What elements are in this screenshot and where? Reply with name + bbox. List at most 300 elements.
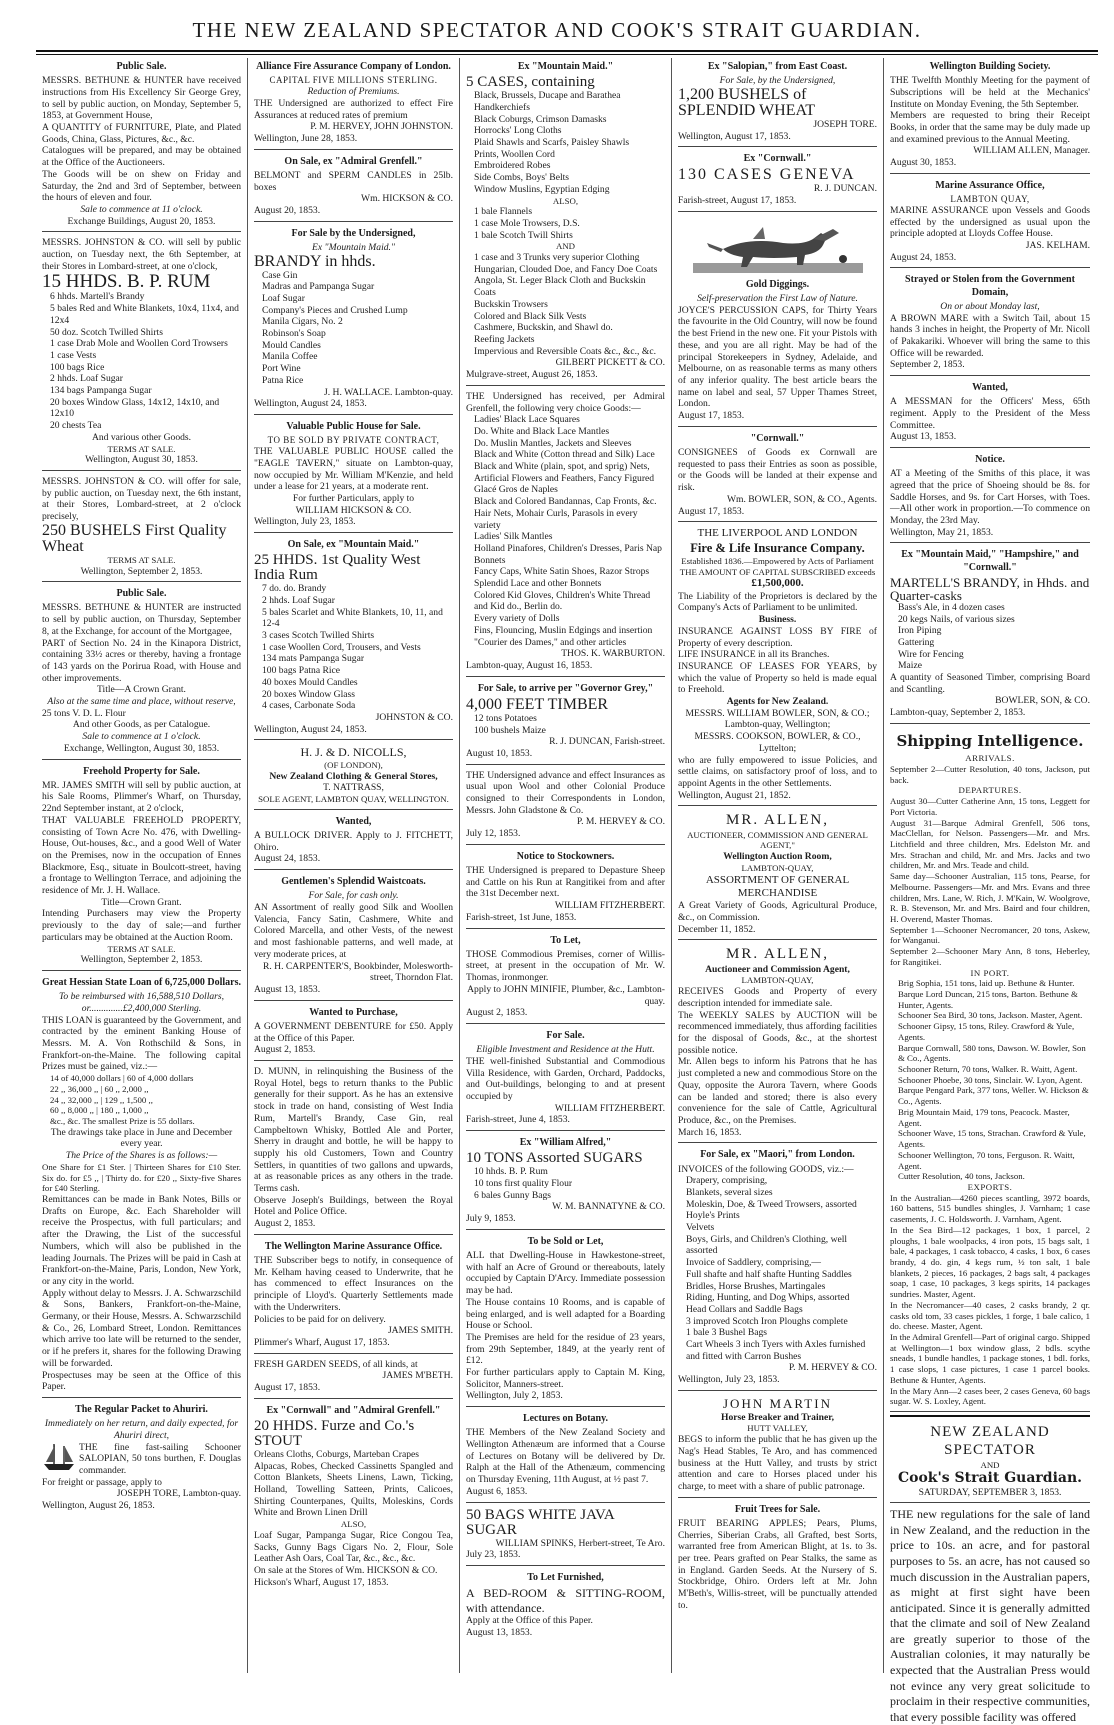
ad-text: THE well-finished Substantial and Commodious Villa Residence, with Garden, Orchard, Paddocks, and Out-buildings, belonging to and at present occupied by bbox=[466, 1055, 665, 1102]
ad-wanted-messman bbox=[890, 379, 1090, 448]
ad-headline: 15 HHDS. B. P. RUM bbox=[42, 271, 211, 293]
ad-text: SOLE AGENT, LAMBTON QUAY, WELLINGTON. bbox=[258, 794, 449, 805]
ad-dateline: Mulgrave-street, August 26, 1853. bbox=[466, 369, 598, 381]
ad-heading: THE LIVERPOOL AND LONDON bbox=[697, 527, 858, 540]
ad-heading: On Sale, ex "Mountain Maid." bbox=[287, 539, 420, 551]
list-item: Ladies' Silk Mantles bbox=[474, 531, 553, 543]
subsection-heading: IN PORT. bbox=[970, 967, 1010, 978]
ad-text: Mr. Allen begs to inform his Patrons that he has just completed a new and commodious Store on the Quay, opposite the Aurora Tavern, where Goods can be landed and stored; there is also every convenience for the sale of Cattle, Agricultural Produce, &c., on the Premises. bbox=[678, 1056, 877, 1126]
ad-text: ALSO, bbox=[340, 1519, 367, 1530]
list-item: 20 chests Tea bbox=[50, 420, 102, 432]
list-item: Full shafte and half shafte Hunting Saddles bbox=[686, 1268, 852, 1280]
ad-text: Title—A Crown Grant. bbox=[97, 684, 186, 696]
ad-text: INSURANCE AGAINST LOSS BY FIRE of Property of every description. bbox=[678, 625, 877, 649]
shipping-entry: Same day—Schooner Australian, 115 tons, Pearse, for Melbourne. Passengers—Mr. and Mrs. Evans and three children, Mrs. Lane, W. Rich, J. M'Kain, W. Woolgrove, R. B. Stevenson, Mr. and Mrs. Baird and four children, H. Overend, Master Thomas. bbox=[890, 871, 1090, 924]
subsection-heading: EXPORTS. bbox=[967, 1181, 1013, 1192]
ad-text: The Goods will be on shew on Friday and Saturday, the 2nd and 3rd of September, between the hours of eleven and four. bbox=[42, 168, 241, 204]
ad-text: BEGS to inform the public that he has given up the Nag's Head Stables, Te Aro, and has commenced business at the Hutt Valley, and trusts by strict attention and care to Horses placed under his charge, to meet with a share of public patronage. bbox=[678, 1434, 877, 1492]
ad-hickson-stout bbox=[254, 1402, 453, 1593]
ad-signature: R. J. DUNCAN, Farish-street. bbox=[549, 736, 665, 748]
ad-headline: MARTELL'S BRANDY, in Hhds. and Quarter-casks bbox=[890, 574, 1090, 603]
list-item: Company's Pieces and Crushed Lump bbox=[262, 304, 408, 316]
ad-heading: On Sale, ex "Admiral Grenfell." bbox=[284, 155, 423, 167]
ad-text: Members are requested to bring their Receipt Books, in order that the same may be duly made up and examined previous to the Annual Meeting. bbox=[890, 110, 1090, 145]
item-list bbox=[466, 90, 665, 195]
ad-headline: MR. ALLEN, bbox=[726, 812, 829, 829]
ad-subheading: On or about Monday last, bbox=[940, 300, 1040, 312]
ad-dateline: August 13, 1853. bbox=[466, 1627, 533, 1639]
masthead-rule-thin bbox=[36, 54, 1098, 55]
ad-headline: MR. ALLEN, bbox=[726, 946, 829, 963]
ad-liverpool-london-insurance bbox=[678, 525, 877, 806]
list-item: Impervious and Reversible Coats &c., &c., &c. bbox=[474, 345, 656, 357]
ad-text: AN Assortment of really good Silk and Woollen Valencia, Fancy Satin, Cashmere, White and Colored Marcella, and other Vests, of the newest and most fashionable patterns, and well made, at very moderate prices, at bbox=[254, 902, 453, 960]
ad-text: MESSRS. WILLIAM BOWLER, SON, & CO.; Lambton-quay, Wellington; bbox=[685, 707, 870, 731]
ad-signature: BOWLER, SON, & CO. bbox=[995, 695, 1090, 707]
list-item: Madras and Pampanga Sugar bbox=[262, 281, 375, 293]
ad-johnston-wheat bbox=[42, 474, 241, 582]
ad-dateline: August 30, 1853. bbox=[890, 157, 957, 169]
list-item: Schooner Sea Bird, 30 tons, Jackson. Master, Agent. bbox=[898, 1010, 1083, 1021]
dog-icon bbox=[693, 219, 863, 277]
ad-headline: 20 HHDS. Furze and Co.'s STOUT bbox=[254, 1417, 415, 1449]
ad-text: Sale to commence at 11 o'clock. bbox=[80, 203, 203, 215]
list-item: Horrocks' Long Cloths bbox=[474, 125, 562, 137]
ad-allen-commission bbox=[678, 943, 877, 1143]
ad-heading: Wanted, bbox=[335, 815, 372, 827]
ad-heading: For Sale. bbox=[546, 1030, 585, 1041]
list-item: 1 bale 3 Bushel Bags bbox=[686, 1327, 768, 1339]
ad-heading: Notice. bbox=[975, 454, 1005, 466]
ad-dateline: Wellington, August 30, 1853. bbox=[85, 454, 198, 466]
ad-dateline: August 6, 1853. bbox=[466, 1485, 528, 1497]
ad-dateline: July 23, 1853. bbox=[466, 1549, 521, 1561]
ad-text: Wellington Auction Room, bbox=[723, 851, 832, 863]
list-item: Schooner Return, 70 tons, Walker. R. Waitt, Agent. bbox=[898, 1064, 1078, 1075]
ad-headline: 4,000 FEET TIMBER bbox=[466, 695, 609, 713]
ad-alliance-fire bbox=[254, 58, 453, 150]
editorial bbox=[890, 1415, 1090, 1725]
ad-signature: WILLIAM SPINKS, Herbert-street, Te Aro. bbox=[495, 1537, 665, 1549]
ad-text: THE Undersigned are authorized to effect Fire Assurances at reduced rates of premium bbox=[254, 97, 453, 121]
ad-dateline: August 10, 1853. bbox=[466, 747, 533, 759]
ad-text: ALSO, bbox=[552, 195, 579, 206]
ad-text: Auctioneer and Commission Agent, bbox=[705, 963, 850, 975]
column-3 bbox=[460, 58, 672, 1673]
ad-text: LAMBTON-QUAY, bbox=[741, 862, 814, 873]
ad-heading: To be Sold or Let, bbox=[527, 1235, 604, 1247]
ad-text: AT a Meeting of the Smiths of this place, it was agreed that the price of Shoeing should be 8s. for Saddle Horses, and 9s. for Cart Horses, with Toes.—All other work in proportion.—To commence on Monday, the 23rd May. bbox=[890, 468, 1090, 527]
list-item: Embroidered Robes bbox=[474, 160, 551, 172]
ad-signature: P. M. HERVEY & CO. bbox=[576, 816, 665, 828]
list-item: Mould Candles bbox=[262, 339, 321, 351]
ad-signature: On sale at the Stores of Wm. HICKSON & CO. bbox=[254, 1564, 438, 1576]
ad-headline: 250 BUSHELS First Quality Wheat bbox=[42, 521, 227, 555]
ad-text: JOYCE'S PERCUSSION CAPS, for Thirty Years the favourite in the Old Country, will now be found the best Friend in the new one. Fit your Pistols with these, and you are all right. May be had of the principal Storekeepers in Sydney, Adelaide, and Melbourne, on as reasonable terms as many others of any inferior quality. The best article bears the name on label and seal, 57 Upper Thames Street, London. bbox=[678, 304, 877, 410]
ad-subheading: CAPITAL FIVE MILLIONS STERLING. bbox=[269, 75, 438, 86]
list-item: 7 do. do. Brandy bbox=[262, 583, 327, 595]
ad-text: THIS LOAN is guaranteed by the Government, and contracted by the eminent Banking House of Messrs. M. A. Von Rothschild & Sons, in Frankfort-on-the-Maine. The following capital Prizes must be gained, viz.:— bbox=[42, 1014, 241, 1073]
list-item: Manila Cigars, No. 2 bbox=[262, 316, 343, 328]
shipping-entry: September 2—Cutter Resolution, 40 tons, Jackson, put back. bbox=[890, 763, 1090, 785]
ad-text: INVOICES of the following GOODS, viz.:— bbox=[678, 1163, 854, 1175]
ad-text: Intending Purchasers may view the Property previously to the day of sale;—and further particulars may be obtained at the Auction Room. bbox=[42, 908, 241, 943]
ad-heading: Wellington Building Society. bbox=[929, 61, 1051, 72]
list-item: 22 ,, 36,000 ,, | 60 ,, 2,000 ,, bbox=[50, 1083, 149, 1094]
ad-percussion-caps bbox=[678, 215, 877, 427]
item-list bbox=[42, 291, 241, 431]
ad-dateline: Wellington, July 23, 1853. bbox=[678, 1374, 780, 1386]
list-item: Cashmere, Buckskin, and Shawl do. bbox=[474, 322, 613, 334]
ad-heading: Marine Assurance Office, bbox=[935, 179, 1045, 191]
ad-subheading: Ex "Mountain Maid." bbox=[312, 241, 395, 253]
ad-allen-auction-room bbox=[678, 809, 877, 940]
list-item: 24 ,, 32,000 ,, | 129 ,, 1,500 ,, bbox=[50, 1094, 153, 1105]
list-item: 2 hhds. Loaf Sugar bbox=[262, 594, 336, 606]
ad-text: Prospectuses may be seen at the Office of this Paper. bbox=[42, 1369, 241, 1393]
issue-date: SATURDAY, SEPTEMBER 3, 1853. bbox=[890, 1487, 1090, 1503]
item-list bbox=[254, 583, 453, 712]
ad-wheat bbox=[678, 58, 877, 147]
list-item: Schooner Wave, 15 tons, Strachan. Crawford & Yule, Agents. bbox=[898, 1128, 1086, 1150]
ad-headline: 10 TONS Assorted SUGARS bbox=[466, 1150, 643, 1167]
list-item: 6 bales Gunny Bags bbox=[474, 1189, 552, 1201]
ad-signature: Wm. HICKSON & CO. bbox=[361, 193, 453, 205]
ad-johnston-rum bbox=[42, 235, 241, 471]
ad-hessian-loan bbox=[42, 974, 241, 1398]
ad-heading: Ex "Cornwall" and "Admiral Grenfell." bbox=[266, 1404, 441, 1416]
list-item: Velvets bbox=[686, 1222, 715, 1234]
ad-waistcoats bbox=[254, 873, 453, 1001]
ad-signature: WILLIAM FITZHERBERT. bbox=[554, 1102, 665, 1114]
ad-signature: JAMES M'BETH. bbox=[382, 1370, 453, 1382]
list-item: Schooner Phoebe, 30 tons, Sinclair. W. Lyon, Agent. bbox=[898, 1074, 1083, 1085]
ad-headline: 25 HHDS. 1st Quality West India Rum bbox=[254, 552, 421, 584]
ad-dateline: Exchange Buildings, August 20, 1853. bbox=[67, 215, 216, 227]
ad-text: FRESH GARDEN SEEDS, of all kinds, at bbox=[254, 1358, 418, 1370]
list-item: 1 case and 3 Trunks very superior Clothing bbox=[474, 252, 640, 264]
ad-text: AND bbox=[555, 241, 576, 252]
list-item: Wire for Fencing bbox=[898, 648, 964, 660]
ad-text: Observe Joseph's Buildings, between the Royal Hotel and Police Office. bbox=[254, 1194, 453, 1218]
ad-text: TERMS AT SALE. bbox=[107, 443, 176, 454]
list-item: 1 case Woollen Cord, Trousers, and Vests bbox=[262, 641, 421, 653]
ad-heading: For Sale by the Undersigned, bbox=[291, 227, 416, 239]
ad-text: And other Goods, as per Catalogue. bbox=[72, 719, 211, 731]
ad-signature: JAS. KELHAM. bbox=[1025, 240, 1090, 252]
paper-title: NEW ZEALAND SPECTATOR bbox=[930, 1424, 1050, 1459]
ad-public-sale-furniture bbox=[42, 58, 241, 232]
ad-signature: Apply to JOHN MINIFIE, Plumber, &c., Lambton-quay. bbox=[467, 983, 665, 1007]
ad-dateline: September 2, 1853. bbox=[890, 359, 965, 371]
ad-text: CONSIGNEES of Goods ex Cornwall are requested to pass their Entries as soon as possible, or the Goods will be landed at their expense and risk. bbox=[678, 447, 877, 494]
list-item: Fins, Flouncing, Muslin Edgings and insertion "Courier des Dames," and other articles bbox=[474, 624, 653, 648]
section-title: Shipping Intelligence. bbox=[896, 731, 1084, 750]
list-item: 50 doz. Scotch Twilled Shirts bbox=[50, 326, 163, 338]
ad-subheading: For Sale, for cash only. bbox=[308, 890, 399, 902]
ad-signature: W. M. BANNATYNE & CO. bbox=[552, 1201, 665, 1213]
list-item: Patna Rice bbox=[262, 374, 304, 386]
ad-heading: Gentlemen's Splendid Waistcoats. bbox=[281, 876, 426, 888]
list-item: Cart Wheels 3 inch Tyers with Axles furnished and fitted with Carron Bushes bbox=[686, 1339, 866, 1362]
ad-heading: Ex "Mountain Maid," "Hampshire," and "Cornwall." bbox=[901, 549, 1079, 573]
item-list bbox=[254, 270, 453, 387]
ad-text: Sale to commence at 1 o'clock. bbox=[82, 731, 201, 743]
shipping-entry: In the Australian—4260 pieces scantling, 3972 boards, 160 battens, 515 bundles shingles, J. Varnham; 1 case casements, J. C. Holdsworth. J. Varnham, Agent. bbox=[890, 1192, 1090, 1225]
list-item: Black Coburgs, Crimson Damasks bbox=[474, 113, 607, 125]
ad-text: A GOVERNMENT DEBENTURE for £50. Apply at the Office of this Paper. bbox=[254, 1020, 453, 1044]
ad-text: PART of Section No. 24 in the Kinapora District, containing 33½ acres or thereby, having a frontage of 143 yards on the Porirua Road, with House and other improvements. bbox=[42, 637, 241, 684]
ad-text: HUTT VALLEY, bbox=[747, 1423, 808, 1434]
ad-garden-seeds bbox=[254, 1357, 453, 1399]
ad-heading: The Wellington Marine Assurance Office. bbox=[264, 1240, 443, 1252]
ad-dateline: Farish-street, 1st June, 1853. bbox=[466, 911, 577, 923]
list-item: Black, Brussels, Ducape and Barathea Handkerchiefs bbox=[474, 90, 621, 113]
ad-dateline: August 24, 1853. bbox=[890, 251, 957, 263]
list-item: 40 boxes Mould Candles bbox=[262, 676, 358, 688]
in-port-list bbox=[890, 978, 1090, 1182]
list-item: Reefing Jackets bbox=[474, 333, 535, 345]
ad-heading: Fruit Trees for Sale. bbox=[734, 1503, 821, 1515]
ad-text: A BULLOCK DRIVER. Apply to J. FITCHETT, Ohiro. bbox=[254, 830, 453, 853]
ad-text: Agents for New Zealand. bbox=[726, 696, 829, 708]
list-item: Barque Pengard Park, 377 tons, Weller. W. Hickson & Co., Agents. bbox=[898, 1085, 1089, 1107]
ad-text: Title—Crown Grant. bbox=[101, 896, 182, 908]
item-list bbox=[466, 1166, 665, 1201]
ad-headline: 50 BAGS WHITE JAVA SUGAR bbox=[466, 1506, 614, 1538]
ad-marine-assurance-kelham bbox=[890, 177, 1090, 269]
ad-heading: Ex "William Alfred," bbox=[519, 1137, 612, 1149]
ad-text: Orleans Cloths, Coburgs, Marteban Crapes bbox=[254, 1448, 420, 1460]
list-item: 1 case Mole Trowsers, D.S. bbox=[474, 217, 580, 229]
ad-text: Apply without delay to Messrs. J. A. Schwarzschild & Sons, Bankers, Frankfort-on-the-Maine, Germany, or their House, Messrs. A. Schwarzschild & Co., 26, Lombard Street, London. Remittances which arrive too late will be returned to the sender, or if he prefers it, shares for the following Drawing will be forwarded. bbox=[42, 1287, 241, 1369]
ad-text: THE VALUABLE PUBLIC HOUSE called the "EAGLE TAVERN," situate on Lambton-quay, now occupied by Mr. William M'Kenzie, and held under a lease for 21 years, at a moderate rent. bbox=[254, 446, 453, 493]
item-list bbox=[466, 713, 665, 736]
ad-subheading: TO BE SOLD BY PRIVATE CONTRACT, bbox=[267, 435, 440, 446]
list-item: Window Muslins, Egyptian Edging bbox=[474, 183, 610, 195]
paper-subtitle: Cook's Strait Guardian. bbox=[897, 1470, 1083, 1487]
ad-text: BELMONT and SPERM CANDLES in 25lb. boxes bbox=[254, 169, 453, 193]
list-item: Head Collars and Saddle Bags bbox=[686, 1303, 803, 1315]
ad-fruit-trees bbox=[678, 1501, 877, 1616]
ad-text: MR. JAMES SMITH will sell by public auction, at his Sale Rooms, Plimmer's Wharf, on Thursday, 22nd September instant, at 2 o'clock, bbox=[42, 779, 241, 815]
column-2 bbox=[248, 58, 460, 1673]
ad-john-martin bbox=[678, 1394, 877, 1498]
ad-smiths-notice bbox=[890, 451, 1090, 543]
ad-text: 25 tons V. D. L. Flour bbox=[42, 707, 126, 719]
list-item: Angola, St. Leger Black Cloth and Buckskin Coats bbox=[474, 275, 646, 299]
ad-subheading: Self-preservation the First Law of Nature. bbox=[697, 293, 858, 305]
ad-signature: GILBERT PICKETT & CO. bbox=[555, 357, 665, 369]
list-item: 20 boxes Window Glass bbox=[262, 688, 355, 700]
ad-heading: "Cornwall." bbox=[750, 432, 805, 444]
list-item: 1 bale Flannels bbox=[474, 206, 533, 218]
ad-dateline: August 20, 1853. bbox=[254, 204, 321, 216]
list-item: 1 case Drab Mole and Woollen Cord Trowsers bbox=[50, 338, 228, 350]
list-item: 134 mats Pampanga Sugar bbox=[262, 653, 365, 665]
ad-dateline: Wellington, May 21, 1853. bbox=[890, 526, 994, 538]
ad-text: Apply at the Office of this Paper. bbox=[466, 1615, 593, 1627]
ad-johnston-west-india-rum bbox=[254, 536, 453, 740]
list-item: Splendid Lace and other Bonnets bbox=[474, 578, 602, 590]
ad-text: TERMS AT SALE. bbox=[107, 943, 176, 954]
ad-title: Fire & Life Insurance Company. bbox=[690, 540, 865, 555]
ship-icon bbox=[42, 1442, 76, 1472]
ad-heading: Ex "Salopian," from East Coast. bbox=[707, 61, 848, 72]
list-item: Invoice of Saddlery, comprising,— bbox=[686, 1257, 821, 1269]
ad-dateline: Plimmer's Wharf, August 17, 1853. bbox=[254, 1336, 390, 1348]
ad-dateline: August 24, 1853. bbox=[254, 853, 321, 865]
ad-subheading: (OF LONDON), bbox=[324, 760, 383, 771]
ad-text: A QUANTITY of FURNITURE, Plate, and Plated Goods, China, Glass, Pictures, &c., &c. bbox=[42, 122, 241, 145]
ad-dateline: August 2, 1853. bbox=[254, 1218, 316, 1230]
list-item: 20 boxes Window Glass, 14x12, 14x10, and 12x10 bbox=[50, 396, 220, 420]
list-item: Do. White and Black Lace Mantles bbox=[474, 425, 610, 437]
ad-headline: 5 CASES, containing bbox=[466, 74, 595, 91]
list-item: Holland Pinafores, Children's Dresses, Paris Nap Bonnets bbox=[474, 542, 662, 566]
ad-signature: R. H. CARPENTER'S, Bookbinder, Molesworth-street, Thorndon Flat. bbox=[262, 960, 453, 984]
list-item: Port Wine bbox=[262, 363, 301, 375]
list-item: Black and Colored Bandannas, Cap Fronts, &c. bbox=[474, 496, 657, 508]
list-item: Black and White (plain, spot, and sprig) Nets, Artificial Flowers and Feathers, Fancy Figured Glacé Gros de Naples bbox=[474, 461, 655, 496]
ad-text: One Share for £1 Ster. | Thirteen Shares for £10 Ster. Six do. for £5 ,, | Thirty do. for £20 ,, Sixty-five Shares for £40 Sterling. bbox=[42, 1161, 241, 1194]
ad-text: THE Members of the New Zealand Society and Wellington Athenæum are informed that a Course of Lectures on Botany will be delivered by Dr. Ralph at the Hall of the Athenæum, commencing on Thursday Evening, 11th August, at ½ past 7. bbox=[466, 1427, 665, 1486]
ad-text: THE Undersigned has received, per Admiral Grenfell, the following very choice Goods:— bbox=[466, 390, 665, 414]
list-item: Cutter Resolution, 40 tons, Jackson. bbox=[898, 1171, 1025, 1182]
ad-dateline: Wellington, July 2, 1853. bbox=[466, 1390, 563, 1402]
ad-heading: Gold Diggings. bbox=[745, 278, 810, 290]
list-item: 3 cases Scotch Twilled Shirts bbox=[262, 630, 375, 642]
list-item: 12 tons Potatoes bbox=[474, 712, 537, 724]
list-item: Every variety of Dolls bbox=[474, 613, 560, 625]
ad-text: The House contains 10 Rooms, and is capable of being enlarged, and is well adapted for a Boarding House or School. bbox=[466, 1296, 665, 1332]
ad-heading: Wanted, bbox=[972, 382, 1008, 394]
ad-dateline: Hickson's Wharf, August 17, 1853. bbox=[254, 1576, 389, 1588]
ad-dateline: Wellington, September 2, 1853. bbox=[80, 565, 203, 577]
list-item: Prints, Woollen Cord bbox=[474, 148, 555, 160]
columns bbox=[36, 58, 1098, 1724]
ad-dateline: July 12, 1853. bbox=[466, 828, 521, 840]
ad-text: MESSRS. BETHUNE & HUNTER are instructed to sell by public auction, on Thursday, September 8, at the Exchange, for account of the Mortgagee, bbox=[42, 602, 241, 637]
ad-maori-invoices bbox=[678, 1146, 877, 1391]
list-item: Colored and Black Silk Vests bbox=[474, 310, 587, 322]
list-item: Gattering bbox=[898, 636, 935, 648]
ad-signature: JAMES SMITH. bbox=[387, 1325, 453, 1337]
shipping-entry: August 31—Barque Admiral Grenfell, 506 tons, MacClellan, for Nelson. Passengers—Mr. and Mrs. Litchfield and three children, Mrs. Edelston Mr. and Mrs. Strachan and child, Mr. and Mrs. Jacks and two children, Mr. and Mrs. Teade and child. bbox=[890, 817, 1090, 871]
paper-title-and: AND bbox=[980, 1459, 1000, 1470]
ad-text: A quantity of Seasoned Timber, comprising Board and Scantling. bbox=[890, 672, 1090, 695]
list-item: 1 bale Scotch Twill Shirts bbox=[474, 229, 573, 241]
ad-signature: J. H. WALLACE. Lambton-quay. bbox=[324, 386, 453, 398]
item-list bbox=[890, 602, 1090, 672]
ad-dateline: August 2, 1853. bbox=[254, 1044, 316, 1056]
ad-text: Immediately on her return, and daily expected, for Ahuriri direct, bbox=[44, 1418, 239, 1441]
ad-signature: R. J. DUNCAN. bbox=[813, 183, 877, 195]
ad-building-society bbox=[890, 58, 1090, 174]
ship-row bbox=[42, 1442, 241, 1477]
list-item: Bridles, Horse Brushes, Martingales bbox=[686, 1280, 826, 1292]
ad-dateline: Farish-street, August 17, 1853. bbox=[678, 195, 797, 207]
item-list bbox=[466, 414, 665, 648]
ad-text: ASSORTMENT OF GENERAL MERCHANDISE bbox=[705, 873, 850, 899]
masthead-rule bbox=[36, 50, 1098, 52]
ad-text: THE Undersigned is prepared to Depasture Sheep and Cattle on his Run at Rangitikei from and after the 31st December next. bbox=[466, 865, 665, 900]
ad-wanted-debenture bbox=[254, 1004, 453, 1061]
ad-text: THE fine fast-sailing Schooner SALOPIAN, 50 tons burthen, F. Douglas commander. bbox=[79, 1441, 241, 1476]
ad-marine-assurance-smith bbox=[254, 1238, 453, 1354]
list-item: 5 bales Red and White Blankets, 10x4, 11x4, and 12x4 bbox=[50, 303, 239, 326]
list-item: Side Combs, Boys' Belts bbox=[474, 172, 570, 184]
ad-text: D. MUNN, in relinquishing the Business of the Royal Hotel, begs to return thanks to the Public generally for their support. As he has an extensive stock in trade on hand, consisting of West India Rum, Martell's Brandy, Case Gin, real Campbeltown Whisky, Bottled Ale and Porter, Sherry in draught and bottle, he will be happy to supply his old Customers, Town and Country Settlers, in quantities of two gallons and upwards, at as reasonable prices as any others in the trade. Terms cash. bbox=[254, 1065, 453, 1195]
ad-dateline: Exchange, Wellington, August 30, 1853. bbox=[63, 742, 220, 754]
ad-text: TERMS AT SALE. bbox=[107, 554, 176, 565]
ad-dateline: Wellington, June 28, 1853. bbox=[254, 132, 358, 144]
ad-signature: WILLIAM ALLEN, Manager. bbox=[973, 145, 1090, 157]
list-item: Plaid Shawls and Scarfs, Paisley Shawls bbox=[474, 137, 630, 148]
list-item: Fancy Caps, White Satin Shoes, Razor Strops bbox=[474, 566, 650, 578]
list-item: Case Gin bbox=[262, 269, 298, 281]
ad-dateline: March 16, 1853. bbox=[678, 1126, 742, 1138]
ad-text: A Great Variety of Goods, Agricultural Produce, &c., on Commission. bbox=[678, 900, 877, 924]
ad-text: The Premises are held for the residue of 23 years, from 29th September, 1849, at the yearly rent of £12. bbox=[466, 1331, 665, 1367]
ad-heading: Valuable Public House for Sale. bbox=[286, 421, 421, 432]
ad-dateline: August 13, 1853. bbox=[890, 431, 957, 443]
ad-headline: JOHN MARTIN bbox=[723, 1395, 832, 1411]
ad-text: For freight or passage, apply to bbox=[42, 1476, 162, 1488]
ad-text: THE AMOUNT OF CAPITAL SUBSCRIBED exceeds bbox=[679, 566, 876, 577]
list-item: Black and White (Cotton thread and Silk) Lace bbox=[474, 449, 655, 461]
list-item: Blankets, several sizes bbox=[686, 1186, 773, 1198]
ad-text: MESSRS. BETHUNE & HUNTER have received instructions from His Excellency Sir George Grey, to sell by public auction, on Monday, September 5, 1853, at Government House, bbox=[42, 75, 241, 122]
ad-text: Horse Breaker and Trainer, bbox=[721, 1411, 834, 1423]
list-item: Schooner Gipsy, 15 tons, Riley. Crawford & Yule, Agents. bbox=[898, 1021, 1075, 1042]
ad-text: MESSRS. JOHNSTON & CO. will sell by public auction, on Tuesday next, the 6th September, at their Stores in Lombard-street, at one o'clock, bbox=[42, 237, 241, 272]
list-item: 10 hhds. B. P. Rum bbox=[474, 1166, 548, 1178]
ad-heading: Public Sale. bbox=[116, 61, 167, 72]
item-list bbox=[466, 252, 665, 357]
ad-text: THE Subscriber begs to notify, in consequence of Mr. Kelham having ceased to Underwrite, that he has commenced to effect Insurances on the principle of Lloyd's. Quarterly Settlements made with the Underwriters. bbox=[254, 1255, 453, 1313]
masthead: THE NEW ZEALAND SPECTATOR AND COOK'S STRAIT GUARDIAN. bbox=[192, 18, 922, 42]
list-item: Riding, Hunting, and Dog Whips, assorted bbox=[686, 1292, 850, 1304]
ad-dateline: July 9, 1853. bbox=[466, 1213, 516, 1225]
ad-text: THOSE Commodious Premises, corner of Willis-street, at present in the occupation of Mr. W. Thomas, ironmonger. bbox=[466, 948, 665, 984]
ad-text: To be reimbursed with 16,588,510 Dollars, or..............£2,400,000 Sterling. bbox=[58, 991, 225, 1014]
ad-text: And various other Goods. bbox=[91, 431, 192, 443]
ad-headline: 130 CASES GENEVA bbox=[678, 166, 856, 184]
ad-strayed-mare bbox=[890, 271, 1090, 376]
ad-to-let-furnished bbox=[466, 1569, 665, 1643]
ad-text: Alpacas, Robes, Checked Cassinetts Spangled and Cotton Blankets, Sheets Linens, Lawn, Ticking, Holland, Towelling Satteen, Prints, Calicoes, Shirting Counterpanes, Quilts, Moleskins, Cords White and Brown Linen Drill bbox=[254, 1460, 453, 1519]
item-list bbox=[678, 1175, 877, 1362]
shipping-entry: In the Admiral Grenfell—Part of original cargo. Shipped at Wellington—1 box window glass, 2 bdls. scythe sneads, 1 bundle handles, 1 package stones, 1 bdl. forks, 1 case slops, 1 case pictures, 1 case 1 parcel books. Bethune & Hunter, Agents. bbox=[890, 1332, 1090, 1385]
ad-signature: P. M. HERVEY, JOHN JOHNSTON. bbox=[310, 121, 453, 133]
ad-java-sugar bbox=[466, 1506, 665, 1566]
list-item: &c., &c. The smallest Prize is 55 dollars. bbox=[50, 1116, 195, 1126]
ad-candles bbox=[254, 153, 453, 222]
ad-heading: Alliance Fire Assurance Company of London. bbox=[256, 61, 451, 72]
ad-text: Loaf Sugar, Pampanga Sugar, Rice Congou Tea, Sacks, Gunny Bags Cigars No. 2, Flour, Sole Leather Ash Oars, Coal Tar, &c., &c., &c. bbox=[254, 1529, 453, 1565]
ad-dateline: August 17, 1853. bbox=[678, 410, 745, 422]
ad-dateline: August 13, 1853. bbox=[254, 983, 321, 995]
list-item: 14 of 40,000 dollars | 60 of 4,000 dollars bbox=[50, 1073, 194, 1084]
ad-dateline: December 11, 1852. bbox=[678, 923, 756, 935]
list-item: 1 case Vests bbox=[50, 349, 97, 361]
ad-dateline: Wellington, August 17, 1853. bbox=[678, 130, 791, 142]
ad-text: A MESSMAN for the Officers' Mess, 65th regiment. Apply to the President of the Mess Committee. bbox=[890, 396, 1090, 431]
ad-hutt-villa bbox=[466, 1027, 665, 1131]
list-item: Moleskin, Doe, & Tweed Trowsers, assorted bbox=[686, 1198, 857, 1210]
list-item: Robinson's Soap bbox=[262, 328, 326, 340]
